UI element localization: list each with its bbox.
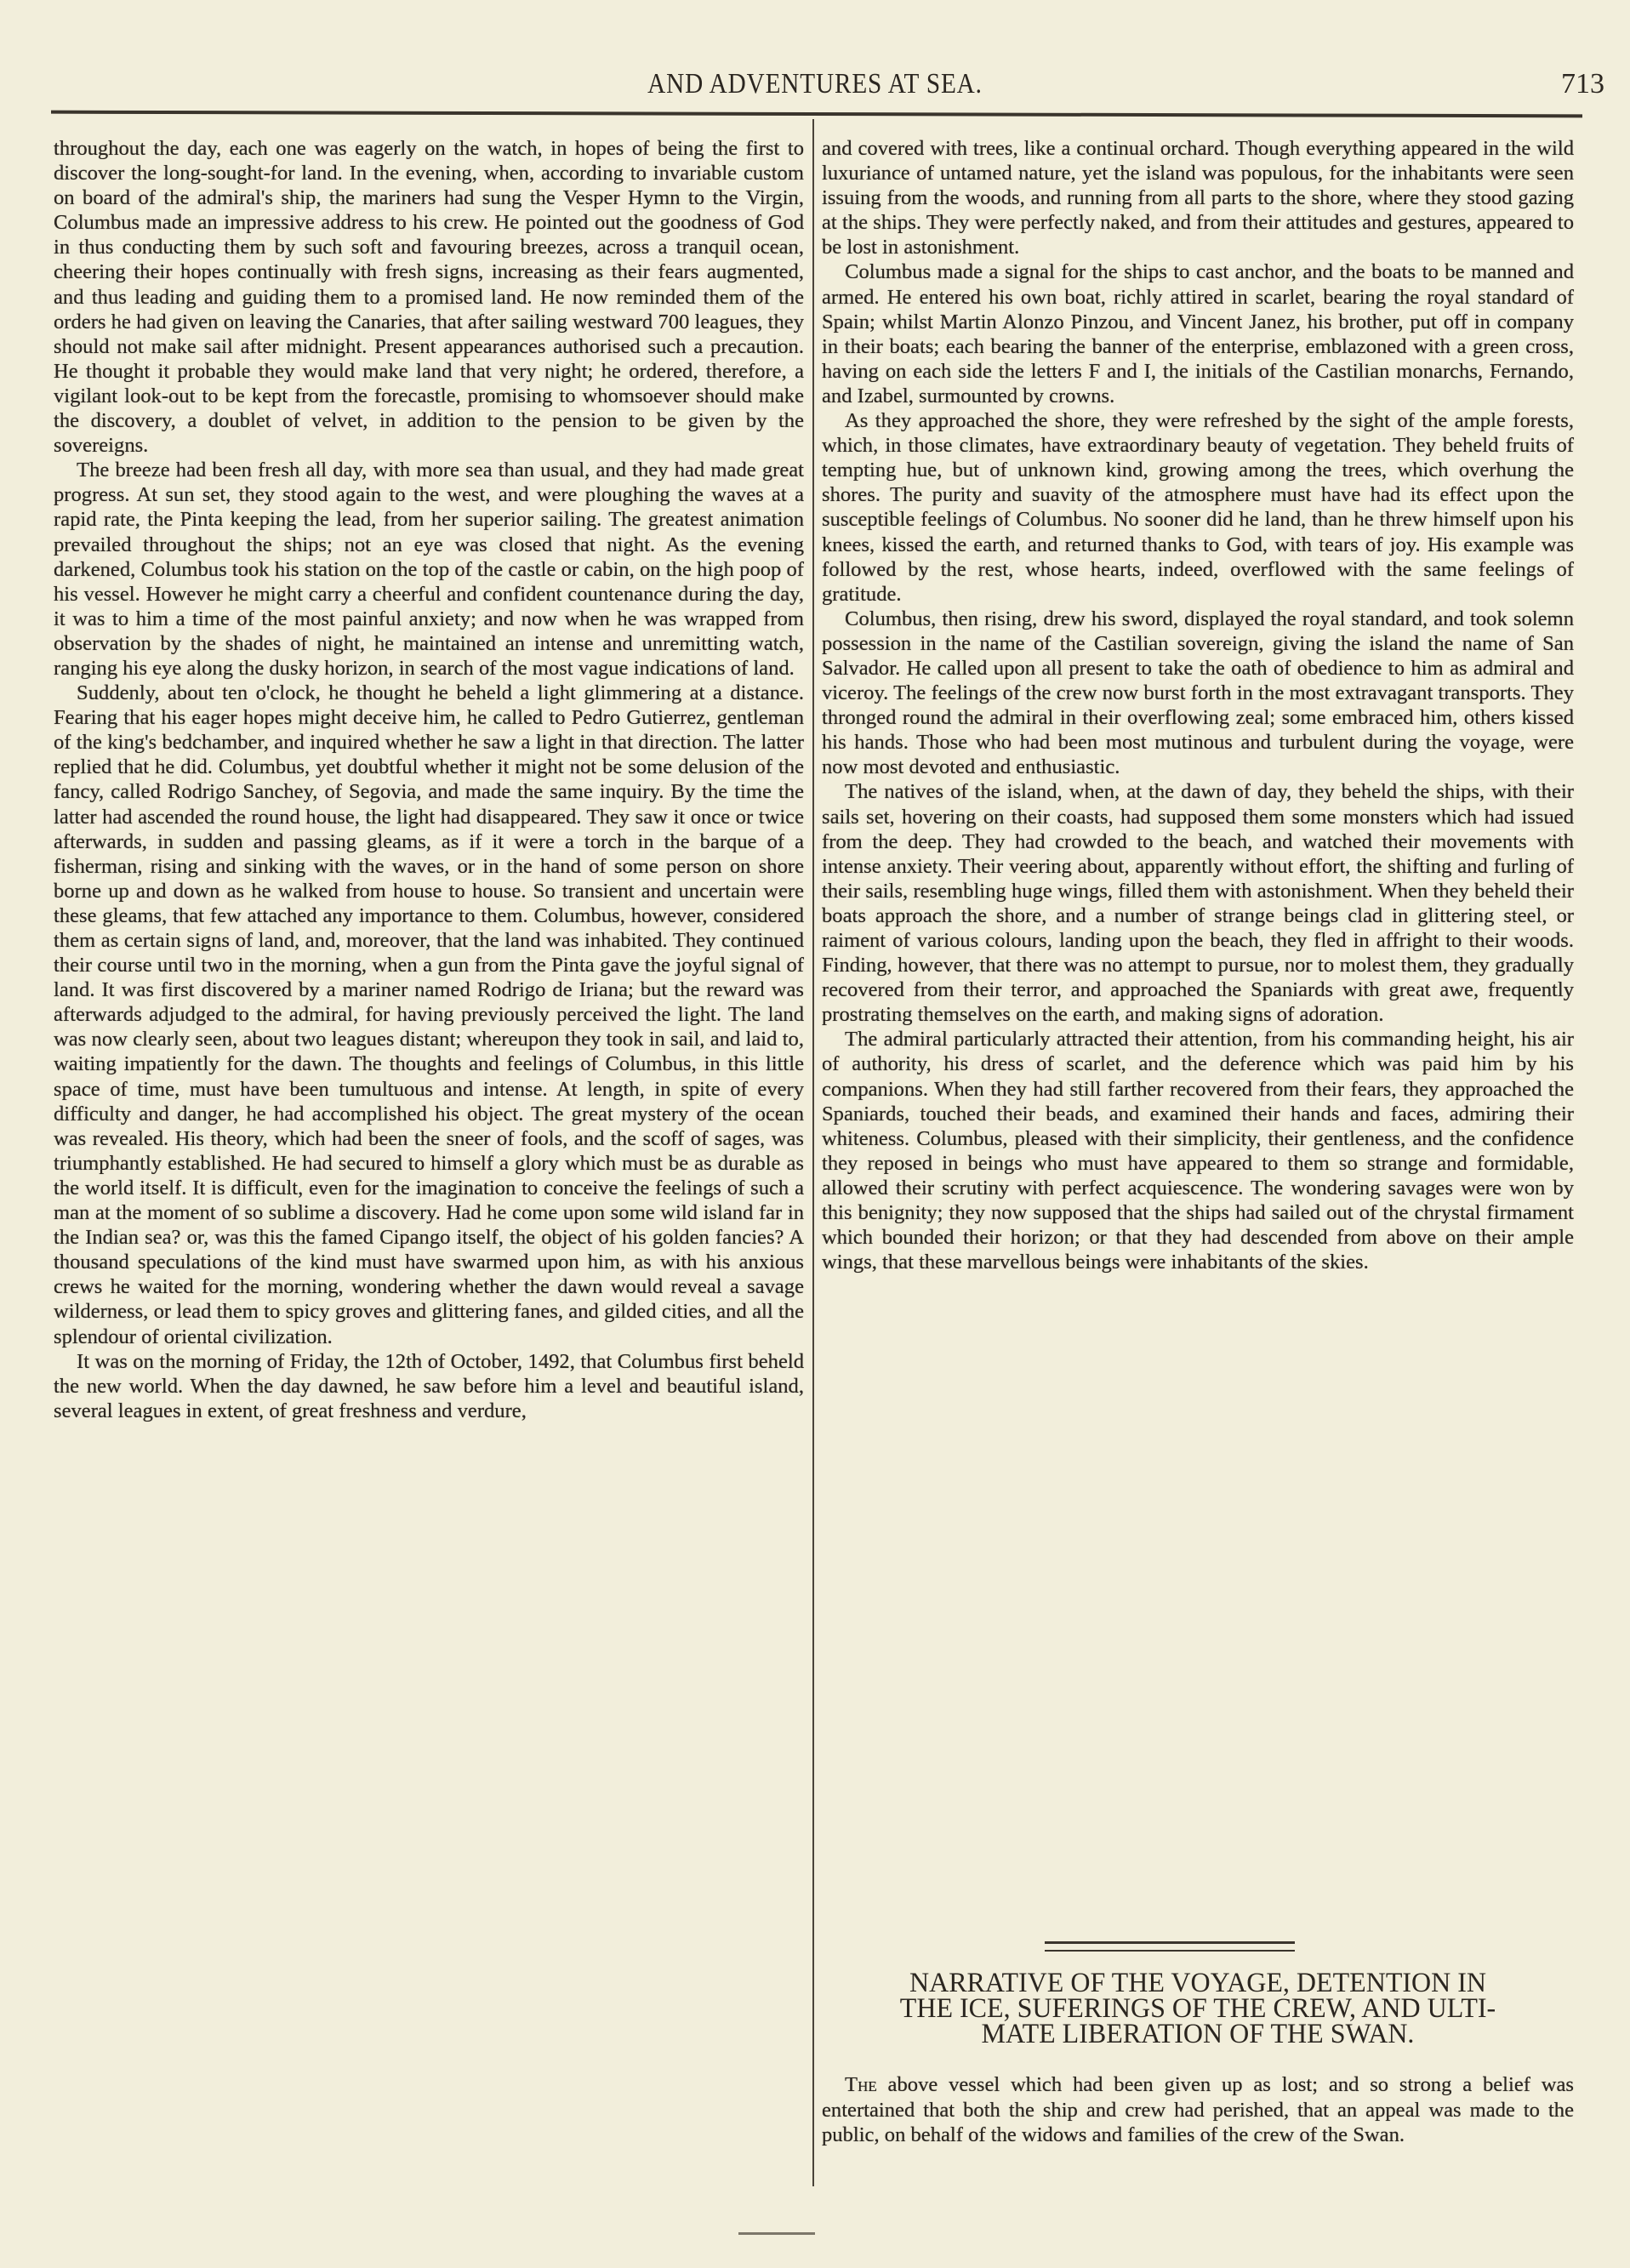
heading-line: MATE LIBERATION OF THE SWAN. — [981, 2019, 1415, 2049]
paragraph: The natives of the island, when, at the dawn of day, they beheld the ships, with their sails set, hovering on their coasts, had supposed them some monsters which had issued from the deep. They had crowded to the beach, and watched their movements with intense anxiety. Their veering about, apparently without effort, the shifting and furling of their sails, resembling huge wings, filled them with astonishment. When they beheld their boats approach the shore, and a number of strange beings clad in glittering steel, or raiment of various colours, landing upon the beach, they fled in affright to their woods. Finding, however, that there was no attempt to pursue, nor to molest them, they gradually recovered from their terror, and approached the Spaniards with great awe, frequently prostrating themselves on the earth, and making signs of adoration. — [822, 780, 1574, 1027]
paragraph: As they approached the shore, they were refreshed by the sight of the ample forests, which, in those climates, have extraordinary beauty of vegetation. They beheld fruits of tempting hue, but of unknown kind, growing among the trees, which overhung the shores. The purity and suavity of the atmosphere must have had its effect upon the susceptible feelings of Columbus. No sooner did he land, than he threw himself upon his knees, kissed the earth, and returned thanks to God, with tears of joy. His example was followed by the rest, whose hearts, indeed, overflowed with the same feelings of gratitude. — [822, 409, 1574, 606]
paragraph: The breeze had been fresh all day, with more sea than usual, and they had made great progress. At sun set, they stood again to the west, and were ploughing the waves at a rapid rate, the Pinta keeping the lead, from her superior sailing. The greatest animation prevailed throughout the ships; not an eye was closed that night. As the evening darkened, Columbus took his station on the top of the castle or cabin, on the high poop of his vessel. However he might carry a cheerful and confident countenance during the day, it was to him a time of the most painful anxiety; and now when he was wrapped from observation by the shades of night, he maintained an intense and unremitting watch, ranging his eye along the dusky horizon, in search of the most vague indications of land. — [54, 459, 804, 680]
header-rule — [51, 111, 1582, 118]
running-title: AND ADVENTURES AT SEA. — [647, 68, 983, 100]
article-intro — [822, 2072, 1574, 2148]
heading-line: THE ICE, SUFERINGS OF THE CREW, AND ULTI- — [899, 1993, 1496, 2024]
article-heading — [833, 1970, 1562, 2047]
column-divider — [812, 119, 814, 2186]
paragraph: The admiral particularly attracted their attention, from his commanding height, his air of authority, his dress of scarlet, and the deference which was paid him by his companions. When they had still farther recovered from their fears, they approached the Spaniards, touched their beads, and examined their hands and faces, admiring their whiteness. Columbus, pleased with their simplicity, their gentleness, and the confidence they reposed in beings who must have appeared to them so strange and formidable, allowed their scrutiny with perfect acquiescence. The wondering savages were won by this benignity; they now supposed that the ships had sailed out of the chrystal firmament which bounded their horizon; or that they had descended from above on their ample wings, that these marvellous beings were inhabitants of the skies. — [822, 1028, 1574, 1274]
right-column — [822, 136, 1574, 1274]
heading-line: NARRATIVE OF THE VOYAGE, DETENTION IN — [909, 1968, 1487, 1998]
intro-text: above vessel which had been given up as lost; and so strong a belief was entertained that both the ship and crew had perished, that an appeal was made to the public, on behalf of the widows and families of the crew of the Swan. — [822, 2073, 1574, 2146]
footer-ornament — [738, 2232, 815, 2235]
paragraph: Suddenly, about ten o'clock, he thought he beheld a light glimmering at a distance. Fearing that his eager hopes might deceive him, he called to Pedro Gutierrez, gentleman of the king's bedchamber, and inquired whether he saw a light in that direction. The latter replied that he did. Columbus, yet doubtful whether it might not be some delusion of the fancy, called Rodrigo Sanchey, of Segovia, and made the same inquiry. By the time the latter had ascended the round house, the light had disappeared. They saw it once or twice afterwards, in sudden and passing gleams, as if it were a torch in the barque of a fisherman, rising and sinking with the waves, or in the hand of some person on shore borne up and down as he walked from house to house. So transient and uncertain were these gleams, that few attached any importance to them. Columbus, however, considered them as certain signs of land, and, moreover, that the land was inhabited. They continued their course until two in the morning, when a gun from the Pinta gave the joyful signal of land. It was first discovered by a mariner named Rodrigo de Iriana; but the reward was afterwards adjudged to the admiral, for having previously perceived the light. The land was now clearly seen, about two leagues distant; whereupon they took in sail, and laid to, waiting impatiently for the dawn. The thoughts and feelings of Columbus, in this little space of time, must have been tumultuous and intense. At length, in spite of every difficulty and danger, he had accomplished his object. The great mystery of the ocean was revealed. His theory, which had been the sneer of fools, and the scoff of sages, was triumphantly established. He had secured to himself a glory which must be as durable as the world itself. It is difficult, even for the imagination to conceive the feelings of such a man at the moment of so sublime a discovery. Had he come upon some wild island far in the Indian sea? or, was this the famed Cipango itself, the object of his golden fancies? A thousand speculations of the kind must have swarmed upon him, as with his anxious crews he waited for the morning, wondering whether the dawn would reveal a savage wilderness, or lead them to spicy groves and glittering fanes, and gilded cities, and all the splendour of oriental civilization. — [54, 681, 804, 1348]
section-rule — [1045, 1941, 1295, 1944]
paragraph: throughout the day, each one was eagerly on the watch, in hopes of being the first to discover the long-sought-for land. In the evening, when, according to invariable custom on board of the admiral's ship, the mariners had sung the Vesper Hymn to the Virgin, Columbus made an impressive address to his crew. He pointed out the goodness of God in thus conducting them by such soft and favouring breezes, across a tranquil ocean, cheering their hopes continually with fresh signs, increasing as their fears augmented, and thus leading and guiding them to a promised land. He now reminded them of the orders he had given on leaving the Canaries, that after sailing westward 700 leagues, they should not make sail after midnight. Present appearances authorised such a precaution. He thought it probable they would make land that very night; he ordered, therefore, a vigilant look-out to be kept from the forecastle, promising to whomsoever should make the discovery, a doublet of velvet, in addition to the pension to be given by the sovereigns. — [54, 137, 804, 458]
intro-lead: The — [845, 2073, 877, 2096]
paragraph: and covered with trees, like a continual orchard. Though everything appeared in the wild luxuriance of untamed nature, yet the island was populous, for the inhabitants were seen issuing from the woods, and running from all parts to the shore, where they stood gazing at the ships. They were perfectly naked, and from their attitudes and gestures, appeared to be lost in astonishment. — [822, 137, 1574, 259]
page-number: 713 — [1561, 68, 1604, 100]
paragraph: Columbus, then rising, drew his sword, displayed the royal standard, and took solemn possession in the name of the Castilian sovereign, giving the island the name of San Salvador. He called upon all present to take the oath of obedience to him as admiral and viceroy. The feelings of the crew now burst forth in the most extravagant transports. They thronged round the admiral in their overflowing zeal; some embraced him, others kissed his hands. Those who had been most mutinous and turbulent during the voyage, were now most devoted and enthusiastic. — [822, 607, 1574, 779]
left-column — [54, 136, 804, 1423]
section-rule — [1045, 1950, 1295, 1952]
paragraph: Columbus made a signal for the ships to cast anchor, and the boats to be manned and armed. He entered his own boat, richly attired in scarlet, bearing the royal standard of Spain; whilst Martin Alonzo Pinzou, and Vincent Janez, his brother, put off in company in their boats; each bearing the banner of the enterprise, emblazoned with a green cross, having on each side the letters F and I, the initials of the Castilian monarchs, Fernando, and Izabel, surmounted by crowns. — [822, 260, 1574, 407]
paragraph: It was on the morning of Friday, the 12th of October, 1492, that Columbus first beheld the new world. When the day dawned, he saw before him a level and beautiful island, several leagues in extent, of great freshness and verdure, — [54, 1349, 804, 1422]
